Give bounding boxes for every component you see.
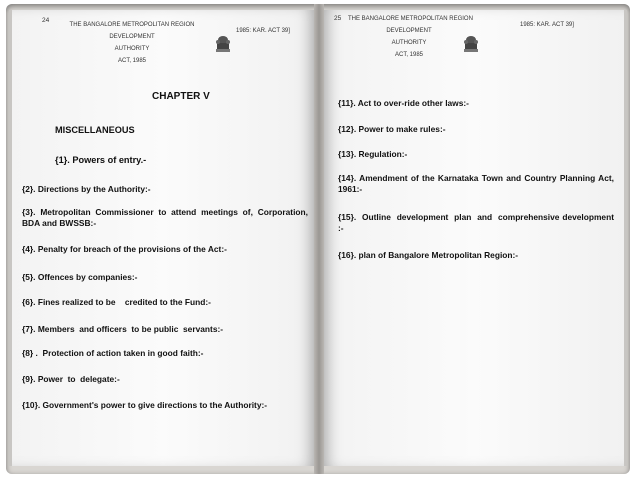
header-line-1: THE BANGALORE METROPOLITAN REGION bbox=[348, 16, 473, 22]
section-item: {14}. Amendment of the Karnataka Town and Country Planning Act, 1961:- bbox=[338, 173, 614, 195]
section-item: {6}. Fines realized to be credited to the Fund:- bbox=[22, 297, 211, 307]
section-item: {15}. Outline development plan and comprehensive development :- bbox=[338, 212, 617, 234]
header-act-ref: 1985: KAR. ACT 39] bbox=[236, 28, 290, 34]
book-spine bbox=[314, 4, 324, 474]
header-act-ref: 1985: KAR. ACT 39] bbox=[520, 22, 574, 28]
header-line-3: AUTHORITY bbox=[114, 46, 150, 52]
open-book bbox=[6, 4, 630, 474]
page-number: 25 bbox=[334, 15, 342, 22]
section-item: {9}. Power to delegate:- bbox=[22, 374, 120, 384]
header-line-1: THE BANGALORE METROPOLITAN REGION bbox=[69, 22, 195, 28]
section-item: {12}. Power to make rules:- bbox=[338, 124, 446, 134]
section-item: {3}. Metropolitan Commissioner to attend meetings of, Corporation, BDA and BWSSB:- bbox=[22, 207, 308, 229]
header-line-2: DEVELOPMENT bbox=[109, 34, 155, 40]
chapter-title: CHAPTER V bbox=[152, 91, 210, 102]
section-item: {8} . Protection of action taken in good faith:- bbox=[22, 348, 204, 358]
header-line-3: AUTHORITY bbox=[391, 40, 427, 46]
section-item: {16}. plan of Bangalore Metropolitan Region:- bbox=[338, 250, 519, 260]
section-item: {11}. Act to over-ride other laws:- bbox=[338, 98, 469, 108]
section-item: {2}. Directions by the Authority:- bbox=[22, 184, 151, 194]
section-item: {13}. Regulation:- bbox=[338, 149, 408, 159]
section-item: {4}. Penalty for breach of the provisions of the Act:- bbox=[22, 244, 227, 254]
section-item: {7}. Members and officers to be public servants:- bbox=[22, 324, 224, 334]
emblem-icon bbox=[214, 34, 232, 54]
section-item: {5}. Offences by companies:- bbox=[22, 272, 138, 282]
emblem-icon bbox=[462, 34, 480, 54]
page-number: 24 bbox=[42, 17, 50, 24]
right-page bbox=[324, 10, 624, 466]
header-line-2: DEVELOPMENT bbox=[386, 28, 432, 34]
header-line-4: ACT, 1985 bbox=[394, 52, 424, 58]
section-item: {1}. Powers of entry.- bbox=[55, 155, 147, 165]
section-item: {10}. Government's power to give directions to the Authority:- bbox=[22, 400, 268, 410]
header-line-4: ACT, 1985 bbox=[117, 58, 147, 64]
section-heading: MISCELLANEOUS bbox=[55, 125, 135, 135]
left-page bbox=[12, 10, 314, 466]
